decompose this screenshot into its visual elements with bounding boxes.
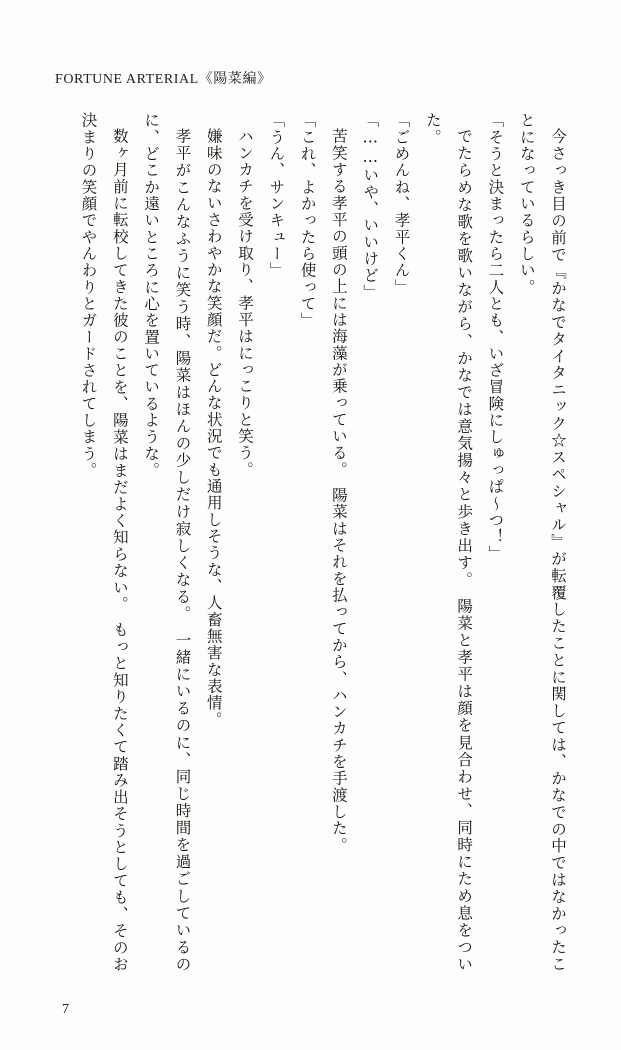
paragraph: 「……いや、いいけど」 [361, 112, 380, 301]
paragraph: 「うん、サンキュー」 [267, 112, 286, 279]
running-header [55, 68, 272, 88]
paragraph: 今さっき目の前で『かなでタイタニック☆スペシャル』が転覆したことに関しては、かなでの中ではなかったことになっているらしい。 [517, 112, 567, 972]
paragraph: 「これ、よかったら使って」 [298, 112, 317, 329]
running-header-volume: 《陽菜編》 [198, 71, 272, 87]
paragraph: 苦笑する孝平の頭の上には海藻が乗っている。 陽菜はそれを払ってから、ハンカチを手渡した。 [329, 127, 348, 853]
paragraph: 孝平がこんなふうに笑う時、陽菜はほんの少しだけ寂しくなる。 一緒にいるのに、同じ時間を過ごしているのに、どこか遠いところに心を置いているような。 [142, 112, 192, 972]
page-number: 7 [62, 1002, 69, 1017]
paragraph: でたらめな歌を歌いながら、かなでは意気揚々と歩き出す。 陽菜と孝平は顔を見合わせ、同時にため息をついた。 [423, 112, 474, 972]
body-text [53, 112, 573, 972]
paragraph: 嫌味のないさわやかな笑顔だ。どんな状況でも通用しそうな、人畜無害な表情。 [204, 127, 223, 728]
running-header-series: FORTUNE ARTERIAL [55, 72, 199, 87]
paragraph: 数ヶ月前に転校してきた彼のことを、陽菜はまだよく知らない。 もっと知りたくて踏み出そうとしても、そのお決まりの笑顔でやんわりとガードされてしまう。 [79, 112, 129, 972]
paragraph: 「ごめんね、孝平くん」 [392, 112, 411, 296]
paragraph: ハンカチを受け取り、孝平はにっこりと笑う。 [236, 127, 255, 478]
paragraph: 「そうと決まったら二人とも、いざ冒険にしゅっぱ〜つ！」 [486, 112, 505, 562]
